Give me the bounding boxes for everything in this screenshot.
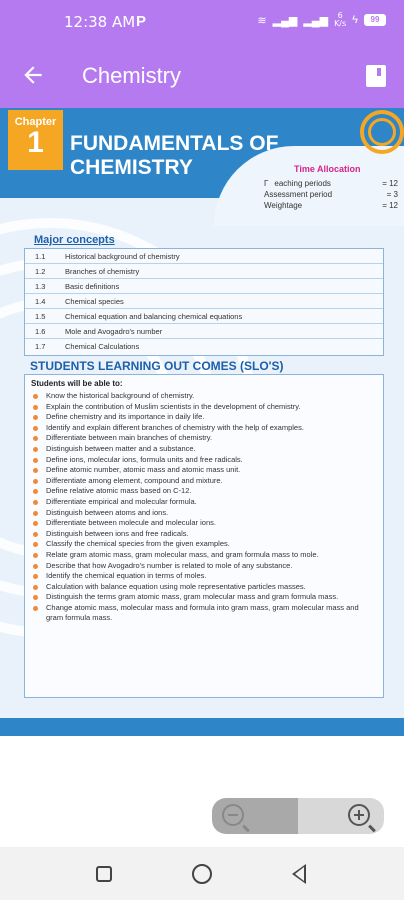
list-item: Distinguish between atoms and ions. <box>31 508 377 519</box>
wifi-icon: ≋ <box>257 14 267 27</box>
list-item: 1.7 Chemical Calculations <box>35 342 140 351</box>
bookmark-icon[interactable] <box>366 65 386 87</box>
nav-back-icon[interactable] <box>292 864 306 884</box>
chapter-badge <box>8 110 63 170</box>
time-row: Weightage = 12 <box>264 201 398 210</box>
list-item: Define atomic number, atomic mass and atomic mass unit. <box>31 465 377 476</box>
bullet-icon <box>33 426 38 431</box>
app-bar <box>0 44 404 110</box>
list-item: 1.6 Mole and Avogadro's number <box>25 324 383 339</box>
home-icon[interactable] <box>192 864 212 884</box>
time-row: Assessment period = 3 <box>264 190 398 199</box>
list-item: Identify and explain different branches of chemistry with the help of examples. <box>31 423 377 434</box>
list-item: 1.4 Chemical species <box>25 294 383 309</box>
zoom-in-icon <box>348 804 370 826</box>
zoom-out-icon <box>222 804 244 826</box>
bullet-icon <box>33 553 38 558</box>
list-item: Distinguish the terms gram atomic mass, gram molecular mass and gram formula mass. <box>31 592 377 603</box>
list-item: Calculation with balance equation using mole representative particles masses. <box>31 582 377 593</box>
major-concepts-list <box>24 248 384 356</box>
chapter-label: Chapter <box>14 116 57 128</box>
slo-heading: STUDENTS LEARNING OUT COMES (SLO'S) <box>30 359 284 373</box>
list-item: Distinguish between ions and free radicals. <box>31 529 377 540</box>
bullet-icon <box>33 415 38 420</box>
list-item: 1.1 Historical background of chemistry <box>25 249 383 264</box>
network-speed: 6 K/s <box>334 11 347 28</box>
major-concepts-heading: Major concepts <box>34 234 115 246</box>
list-item: Define chemistry and its importance in daily life. <box>31 412 377 423</box>
list-item: Define relative atomic mass based on C-12. <box>31 486 377 497</box>
list-item: Explain the contribution of Muslim scientists in the development of chemistry. <box>31 402 377 413</box>
slo-list <box>24 374 384 698</box>
zoom-in-button[interactable] <box>298 798 384 834</box>
signal-icon: ▂▄▆ <box>272 14 298 27</box>
list-item: Change atomic mass, molecular mass and formula into gram mass, gram molecular mass and gram formula mass. <box>31 603 377 624</box>
bullet-icon <box>33 606 38 611</box>
bullet-icon <box>33 511 38 516</box>
list-item: 1.3 Basic definitions <box>25 279 383 294</box>
slo-lead: Students will be able to: <box>31 379 123 388</box>
zoom-out-button[interactable] <box>212 798 298 834</box>
bullet-icon <box>33 479 38 484</box>
bullet-icon <box>33 585 38 590</box>
bullet-icon <box>33 436 38 441</box>
charging-icon: ϟ <box>352 14 358 26</box>
bullet-icon <box>33 574 38 579</box>
bullet-icon <box>33 595 38 600</box>
list-item: Classify the chemical species from the given examples. <box>31 539 377 550</box>
list-item: Define ions, molecular ions, formula units and free radicals. <box>31 455 377 466</box>
bullet-icon <box>33 532 38 537</box>
bullet-icon <box>33 468 38 473</box>
chapter-number: 1 <box>27 126 44 159</box>
list-item: Distinguish between matter and a substance. <box>31 444 377 455</box>
bullet-icon <box>33 500 38 505</box>
battery-icon: 99 <box>364 14 386 26</box>
page-title: Chemistry <box>82 63 182 88</box>
bullet-icon <box>33 489 38 494</box>
bullet-icon <box>33 542 38 547</box>
list-item: 1.5 Chemical equation and balancing chemical equations <box>25 309 383 324</box>
list-item: Differentiate among element, compound and mixture. <box>31 476 377 487</box>
document-page[interactable] <box>0 108 404 736</box>
carrier-icon: P <box>136 13 147 30</box>
bullet-icon <box>33 405 38 410</box>
list-item: Identify the chemical equation in terms of moles. <box>31 571 377 582</box>
back-arrow-icon[interactable] <box>20 62 46 88</box>
recents-icon[interactable] <box>96 866 112 882</box>
bullet-icon <box>33 447 38 452</box>
list-item: Relate gram atomic mass, gram molecular mass, and gram formula mass to mole. <box>31 550 377 561</box>
bullet-icon <box>33 564 38 569</box>
time-row: Γ eaching periods = 12 <box>264 179 398 188</box>
signal-icon-2: ▂▄▆ <box>303 14 329 27</box>
time-allocation-heading: Time Allocation <box>294 164 361 174</box>
list-item: 1.2 Branches of chemistry <box>25 264 383 279</box>
list-item: Differentiate empirical and molecular formula. <box>31 497 377 508</box>
zoom-control <box>212 798 384 834</box>
system-nav-bar <box>0 847 404 900</box>
bullet-icon <box>33 394 38 399</box>
status-icons <box>257 12 386 28</box>
list-item: Describe that how Avogadro's number is related to mole of any substance. <box>31 561 377 572</box>
chapter-title: FUNDAMENTALS OF CHEMISTRY <box>70 132 279 179</box>
status-time: 12:38 AM <box>64 13 136 31</box>
list-item: Differentiate between main branches of chemistry. <box>31 433 377 444</box>
list-item: Differentiate between molecule and molecular ions. <box>31 518 377 529</box>
status-bar <box>0 0 404 44</box>
bullet-icon <box>33 521 38 526</box>
list-item: Know the historical background of chemistry. <box>31 391 377 402</box>
bullet-icon <box>33 458 38 463</box>
time-allocation <box>258 164 398 211</box>
page-footer-band <box>0 718 404 736</box>
